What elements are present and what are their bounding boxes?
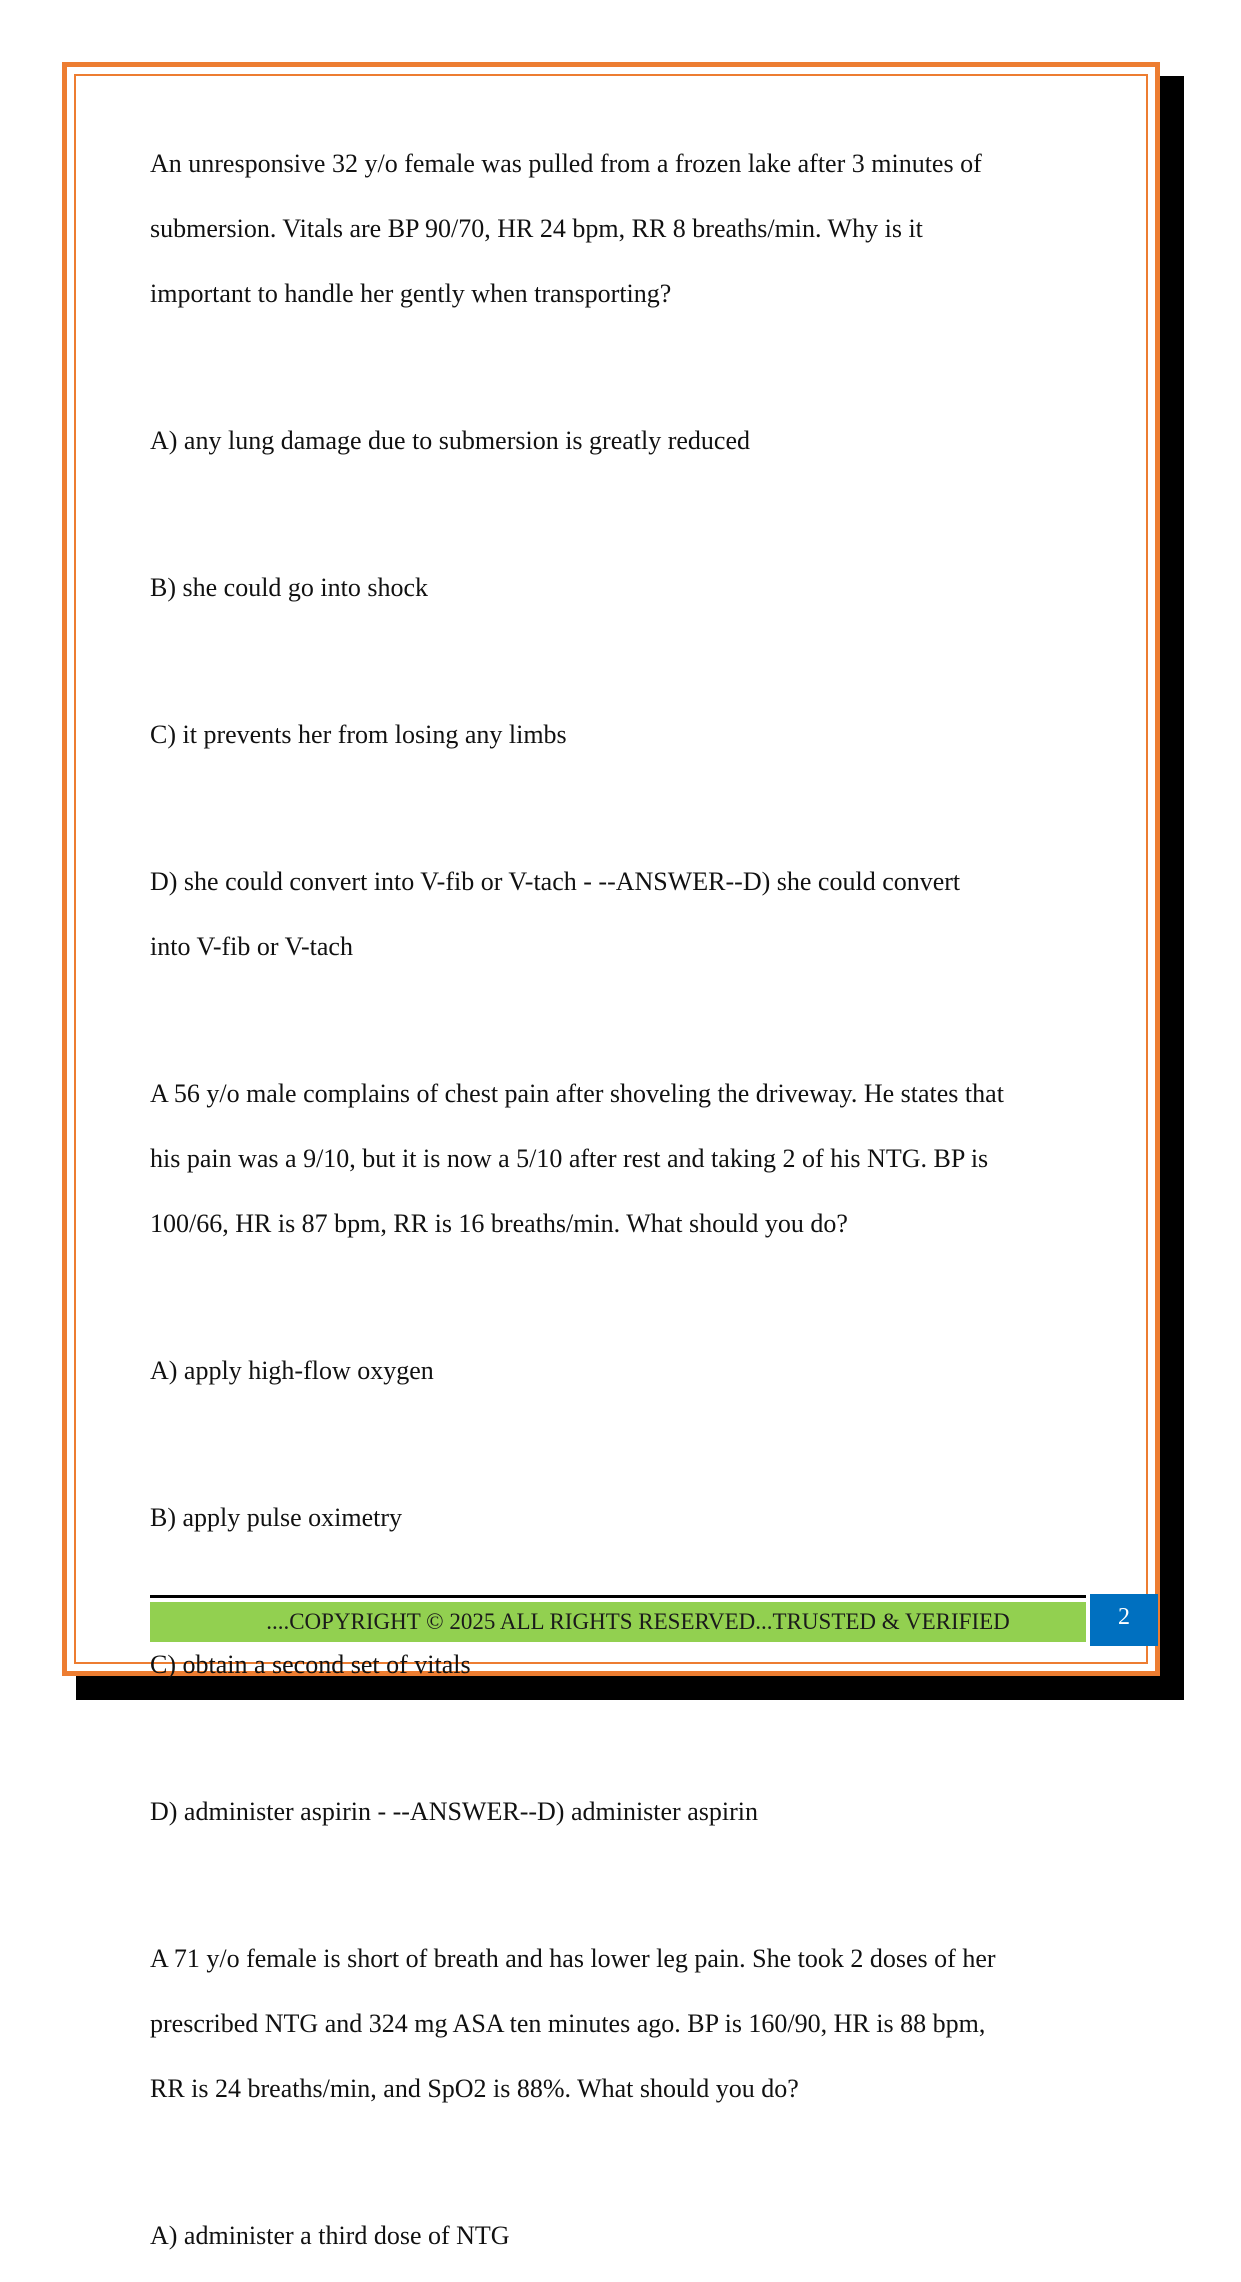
question-2-stem-line-2: his pain was a 9/10, but it is now a 5/10 after rest and taking 2 of his NTG. BP is [150,1144,989,1173]
question-3 [150,1940,1100,2282]
footer-copyright-text: ....COPYRIGHT © 2025 ALL RIGHTS RESERVED...TRUSTED & VERIFIED [266,1609,1010,1634]
page-number-badge: 2 [1090,1594,1158,1646]
footer-rule [150,1595,1086,1598]
question-2-stem-line-1: A 56 y/o male complains of chest pain after shoveling the driveway. He states that [150,1079,1004,1108]
question-2-option-d: D) administer aspirin - --ANSWER--D) administer aspirin [150,1797,758,1826]
question-1-stem-line-3: important to handle her gently when transporting? [150,279,672,308]
question-3-option-a: A) administer a third dose of NTG [150,2221,510,2250]
question-1-option-b: B) she could go into shock [150,573,429,602]
question-1-option-a: A) any lung damage due to submersion is greatly reduced [150,426,750,455]
question-1-stem-line-1: An unresponsive 32 y/o female was pulled from a frozen lake after 3 minutes of [150,149,982,178]
question-3-stem-line-1: A 71 y/o female is short of breath and has lower leg pain. She took 2 doses of her [150,1944,996,1973]
question-1-stem-line-2: submersion. Vitals are BP 90/70, HR 24 bpm, RR 8 breaths/min. Why is it [150,214,923,243]
question-1 [150,145,1100,1075]
question-2-stem-line-3: 100/66, HR is 87 bpm, RR is 16 breaths/min. What should you do? [150,1209,848,1238]
question-3-stem-line-2: prescribed NTG and 324 mg ASA ten minutes ago. BP is 160/90, HR is 88 bpm, [150,2009,986,2038]
document-body [150,145,1100,2282]
question-2-option-a: A) apply high-flow oxygen [150,1356,434,1385]
question-2 [150,1075,1100,1940]
question-1-option-c: C) it prevents her from losing any limbs [150,720,567,749]
question-2-option-b: B) apply pulse oximetry [150,1503,403,1532]
question-2-option-c: C) obtain a second set of vitals [150,1650,471,1679]
footer-copyright-bar [150,1602,1086,1642]
question-1-option-d-line-2: into V-fib or V-tach [150,932,353,961]
question-3-stem-line-3: RR is 24 breaths/min, and SpO2 is 88%. What should you do? [150,2074,799,2103]
question-1-option-d-line-1: D) she could convert into V-fib or V-tach - --ANSWER--D) she could convert [150,867,961,896]
